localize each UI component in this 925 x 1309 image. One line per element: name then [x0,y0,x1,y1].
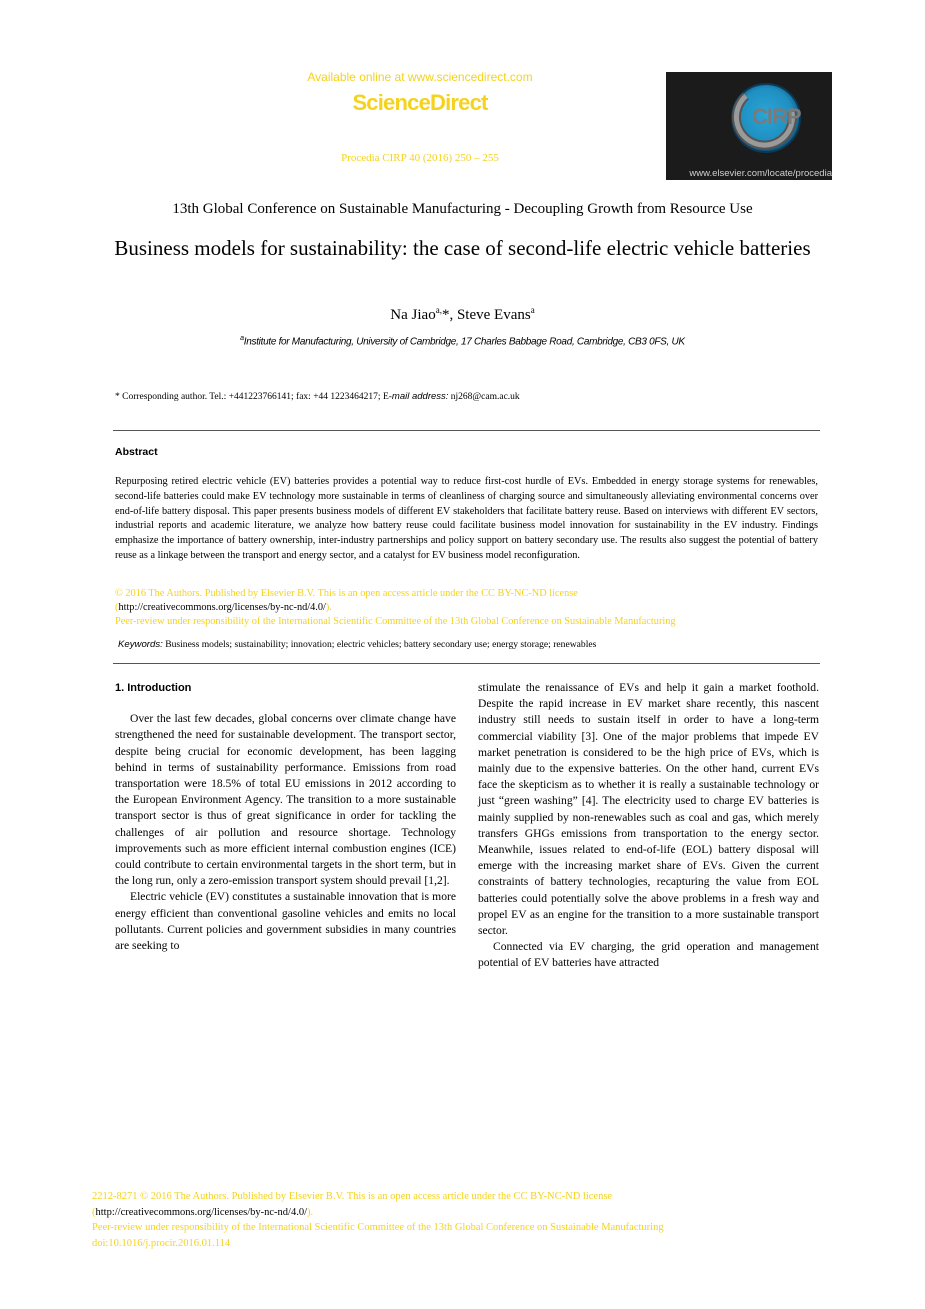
column-left [115,680,456,954]
affiliation-text: Institute for Manufacturing, University of Cambridge, 17 Charles Babbage Road, Cambridge, CB3 0FS, UK [243,336,685,348]
paragraph: Electric vehicle (EV) constitutes a sustainable innovation that is more energy efficient than conventional gasoline vehicles and emits no local pollutants. Current policies and government subsidies in many countries are seeking to [115,890,456,953]
author-name: Na Jiao [390,307,436,323]
cirp-logo[interactable] [666,72,832,180]
column-right [478,680,819,972]
paragraph: Connected via EV charging, the grid operation and management potential of EV batteries have attracted [478,940,819,970]
sciencedirect-logo[interactable]: ScienceDirect [352,90,488,115]
cirp-logo-text: CIRP [752,104,801,129]
corresponding-mark: * [441,307,450,323]
keywords-label: Keywords: [118,639,163,650]
peer-review-line: Peer-review under responsibility of the International Scientific Committee of the 13th Global Conference on Sustainable Manufacturing [115,615,676,627]
footer-url-line [92,1205,812,1221]
corresponding-prefix: * Corresponding author. Tel.: +441223766141; fax: +44 1223464217; E- [115,392,392,402]
footer-license-link[interactable]: http://creativecommons.org/licenses/by-nc-nd/4.0/ [95,1206,308,1218]
email-label: mail address: [391,391,449,402]
paragraph: Over the last few decades, global concerns over climate change have strengthened the need for sustainable development. The transport sector, despite being crucial for economic development, has been lagging behind in terms of sustainability performance. Emissions from road transportation were 18.5% of total EU emissions in 2012 according to the European Environment Agency. The transition to a more sustainable transport sector is thus of great significance in order for tackling the challenges of air pollution and resource shortage. Technology improvements such as more efficient internal combustion engines (ICE) could contribute to certain environmental targets in the short term, but in the long run, only a zero-emission transport system should prevail [1,2]. [115,712,456,888]
abstract-license [115,587,818,628]
footer-doi[interactable]: doi:10.1016/j.procir.2016.01.114 [92,1237,231,1249]
author-affiliation-mark: a [530,305,535,315]
email-address[interactable]: nj268@cam.ac.uk [448,392,520,402]
conference-name: 13th Global Conference on Sustainable Manufacturing - Decoupling Growth from Resource Use [172,201,753,217]
abstract-heading: Abstract [115,446,158,458]
cirp-logo-graphic [666,72,832,180]
license-line: © 2016 The Authors. Published by Elsevier B.V. This is an open access article under the CC BY-NC-ND license [115,588,578,599]
footer-paren-open: ( [92,1206,96,1218]
author-affiliation-mark: a, [435,305,442,315]
license-paren-close: ). [325,601,332,613]
author-separator: , [449,307,457,323]
abstract-text: Repurposing retired electric vehicle (EV) batteries provides a potential way to reduce first-cost hurdle of EVs. Embedded in energy storage systems for renewables, second-life batteries could make EV technology more sustainable in terms of cleanliness of charging source and simultaneously alleviating environmental concerns over end-of-life battery disposal. This paper presents business models of different EV stakeholders that facilitate battery reuse. Based on interviews with different EV sectors, industrial reports and academic literature, we analyze how battery reuse could facilitate business model innovation for sustainability in the EV industry. Findings emphasize the importance of battery ownership, inter-industry partnerships and policy support on battery secondary use. The results also suggest the potential of battery reuse as a linkage between the transport and energy sector, and a catalyst for EV business model reconfiguration. [115,476,818,561]
footer-paren-close: ). [307,1206,314,1218]
license-url-line [115,601,818,615]
paragraph: stimulate the renaissance of EVs and help it gain a market foothold. Despite the rapid increase in EV market share recently, this nascent industry still needs to sustain itself in order to have a long-term commercial viability [3]. One of the major problems that impede EV market penetration is considered to be the high price of EVs, which is mainly due to the expensive batteries. On the other hand, current EVs face the skepticism as to whether it is really a sustainable technology or just “green washing” [4]. The electricity used to charge EV batteries is mainly supplied by non-renewables such as coal and gas, which merely transfers GHGs emissions from transportation to the energy sector. Meanwhile, issues related to end-of-life (EOL) battery disposal will emerge with the increasing market share of EVs. Given the current constraints of battery technologies, recapturing the value from EOL batteries could potentially solve the above problems in a fresh way and propel EV as an engine for the transition to a more sustainable transport sector. [478,681,819,938]
authors [260,305,665,324]
footer-license-line: 2212-8271 © 2016 The Authors. Published by Elsevier B.V. This is an open access article under the CC BY-NC-ND license [92,1191,613,1202]
author-name: Steve Evans [456,307,531,323]
divider [113,430,820,431]
license-paren-open: ( [115,601,119,613]
journal-reference: Procedia CIRP 40 (2016) 250 – 255 [341,152,499,164]
footer-peer-review: Peer-review under responsibility of the International Scientific Committee of the 13th Global Conference on Sustainable Manufacturing [92,1222,664,1234]
divider [113,663,820,664]
license-link[interactable]: http://creativecommons.org/licenses/by-nc-nd/4.0/ [118,601,326,613]
section-heading: 1. Introduction [115,682,192,694]
available-online-text: Available online at www.sciencedirect.com [307,70,533,84]
footer-license [92,1189,812,1251]
keywords-list: Business models; sustainability; innovation; electric vehicles; battery secondary use; energy storage; renewables [162,639,597,650]
paper-title: Business models for sustainability: the case of second-life electric vehicle batteries [114,236,811,260]
corresponding-author [115,391,815,402]
affiliation-mark: a [240,335,244,342]
keywords [118,639,818,650]
cirp-url[interactable]: www.elsevier.com/locate/procedia [689,168,832,179]
affiliation [160,335,765,347]
